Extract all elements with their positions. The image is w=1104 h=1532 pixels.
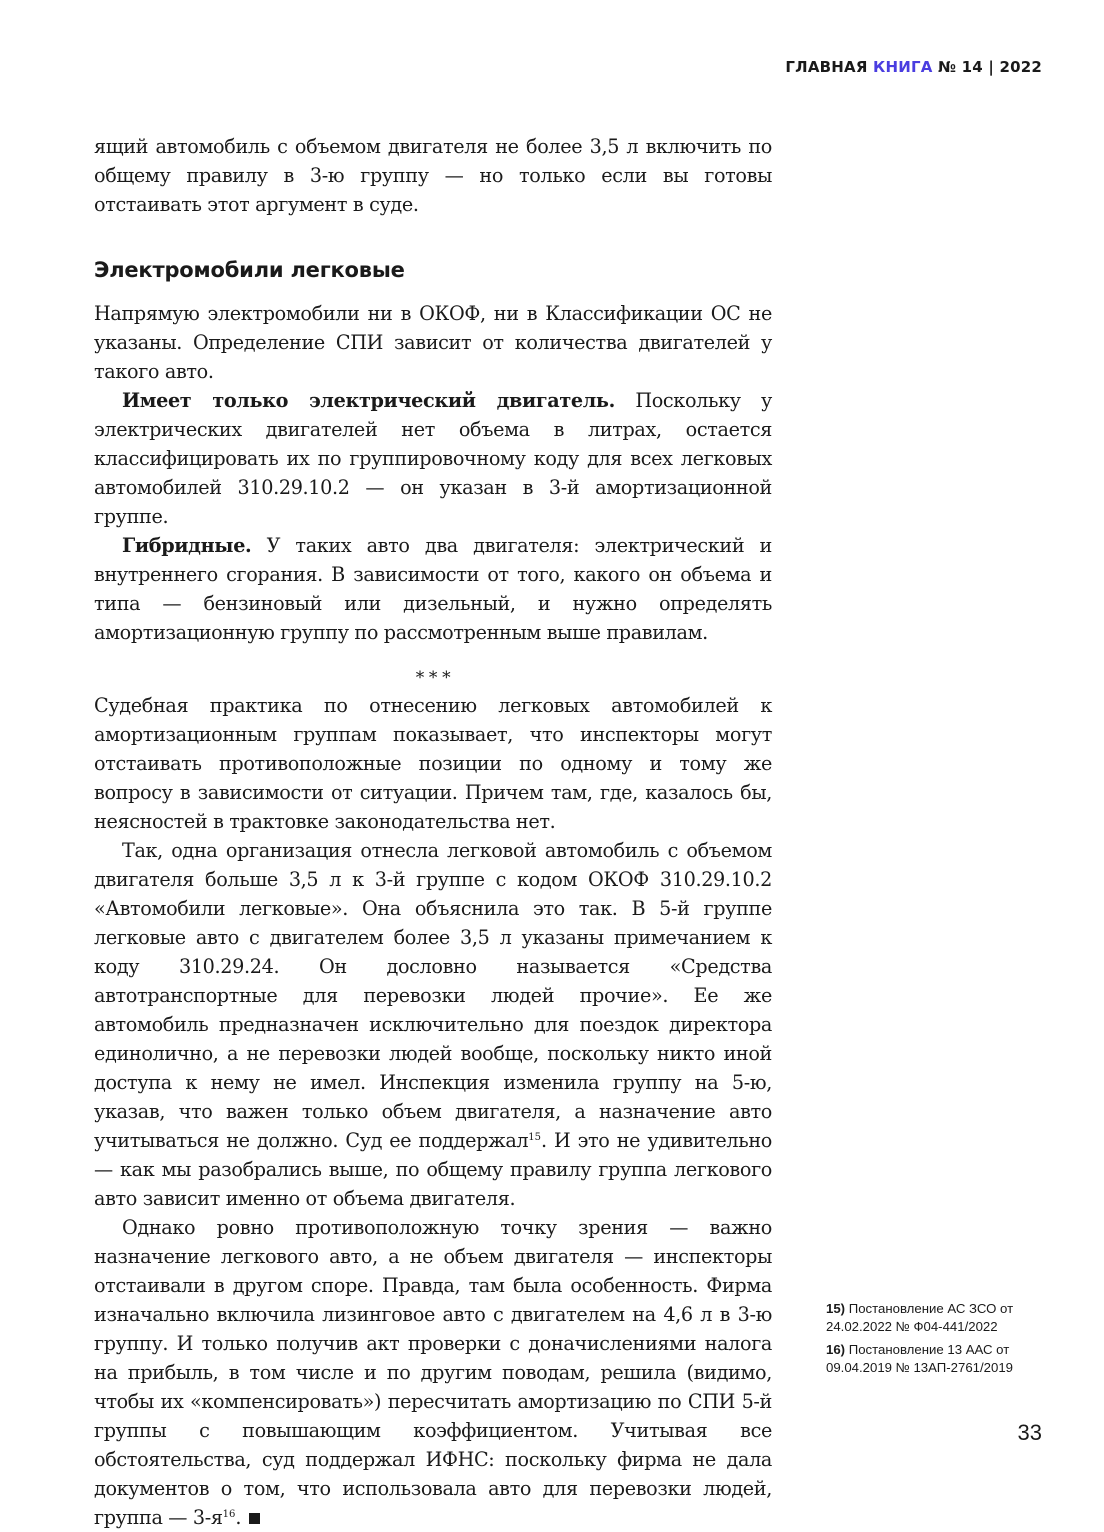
- footnote-number: 15): [826, 1301, 846, 1316]
- header-issue: № 14 | 2022: [932, 58, 1042, 76]
- paragraph-electric: [94, 386, 772, 531]
- paragraph-hybrid: [94, 531, 772, 647]
- paragraph-case-2: [94, 1213, 772, 1532]
- paragraph-hybrid-lead: Гибридные.: [122, 534, 252, 557]
- header-brand: ГЛАВНАЯ: [785, 58, 874, 76]
- paragraph-case-1: [94, 836, 772, 1213]
- paragraph-electric-lead: Имеет только электрический двигатель.: [122, 389, 615, 412]
- paragraph-ev: Напрямую электромобили ни в ОКОФ, ни в Классификации ОС не указаны. Определение СПИ зависит от количества двигателей у такого авто.: [94, 302, 772, 383]
- header-brand-accent: КНИГА: [873, 58, 933, 76]
- paragraph-electric-text: Поскольку у электрических двигателей нет объема в литрах, остается классифицировать их по группировочному коду для всех легковых автомобилей 310.29.10.2 — он указан в 3-й амортизационной группе.: [94, 389, 772, 528]
- paragraph-case-2-text: Однако ровно противоположную точку зрения — важно назначение легкового авто, а не объем двигателя — инспекторы отстаивали в другом споре. Правда, там была особенность. Фирма изначально включила лизинговое авто с двигателем на 4,6 л в 3-ю группу. И только получив акт проверки с доначислениями налога на прибыль, в том числе и по другим поводам, решила (видимо, чтобы их «компенсировать») пересчитать амортизацию по СПИ 5-й группы с повышающим коэффициентом. Учитывая все обстоятельства, суд поддержал ИФНС: поскольку фирма не дала документов о том, что использовала авто для перевозки людей, группа — 3-я: [94, 1216, 772, 1529]
- paragraph-hybrid-text: У таких авто два двигателя: электрический и внутреннего сгорания. В зависимости от того, какого он объема и типа — бензиновый или дизельный, и нужно определять амортизационную группу по рассмотренным выше правилам.: [94, 534, 772, 644]
- footnote-ref-15: 15: [528, 1132, 542, 1143]
- footnote-text: Постановление АС ЗСО от 24.02.2022 № Ф04-441/2022: [826, 1301, 1014, 1334]
- paragraph-case-1-text: Так, одна организация отнесла легковой автомобиль с объемом двигателя больше 3,5 л к 3-й группе с кодом ОКОФ 310.29.10.2 «Автомобили легковые». Она объяснила это так. В 5-й группе легковые авто с двигателем более 3,5 л указаны примечанием к коду 310.29.24. Он дословно называется «Средства автотранспортные для перевозки людей прочие». Ее же автомобиль предназначен исключительно для поездок директора единолично, а не перевозки людей вообще, поскольку никто иной доступа к нему не имел. Инспекция изменила группу на 5-ю, указав, что важен только объем двигателя, а назначение авто учитываться не должно. Суд ее поддержал: [94, 839, 772, 1152]
- footnote-text: Постановление 13 ААС от 09.04.2019 № 13АП-2761/2019: [826, 1342, 1014, 1375]
- running-header: [785, 58, 1042, 76]
- footnote-15: [826, 1300, 1066, 1336]
- footnote-number: 16): [826, 1342, 846, 1357]
- section-heading: Электромобили легковые: [94, 258, 405, 282]
- footnote-ref-16: 16: [222, 1509, 236, 1520]
- footnote-16: [826, 1341, 1066, 1377]
- page-number: 33: [1017, 1420, 1042, 1445]
- paragraph-case-2-end: .: [235, 1506, 242, 1529]
- paragraph-case-1-end: . И это не удивительно — как мы разобрались выше, по общему правилу группа легкового авто зависит именно от объема двигателя.: [94, 1129, 772, 1210]
- main-text-column: [94, 132, 772, 1532]
- paragraph-court-practice: Судебная практика по отнесению легковых автомобилей к амортизационным группам показывает, что инспекторы могут отстаивать противоположные позиции по одному и тому же вопросу в зависимости от ситуации. Причем там, где, казалось бы, неясностей в трактовке законодательства нет.: [94, 694, 772, 833]
- end-of-article-mark: [249, 1513, 260, 1524]
- section-separator: * * *: [415, 668, 451, 688]
- paragraph-intro: ящий автомобиль с объемом двигателя не более 3,5 л включить по общему правилу в 3-ю группу — но только если вы готовы отстаивать этот аргумент в суде.: [94, 135, 772, 216]
- footnotes: [826, 1300, 1066, 1382]
